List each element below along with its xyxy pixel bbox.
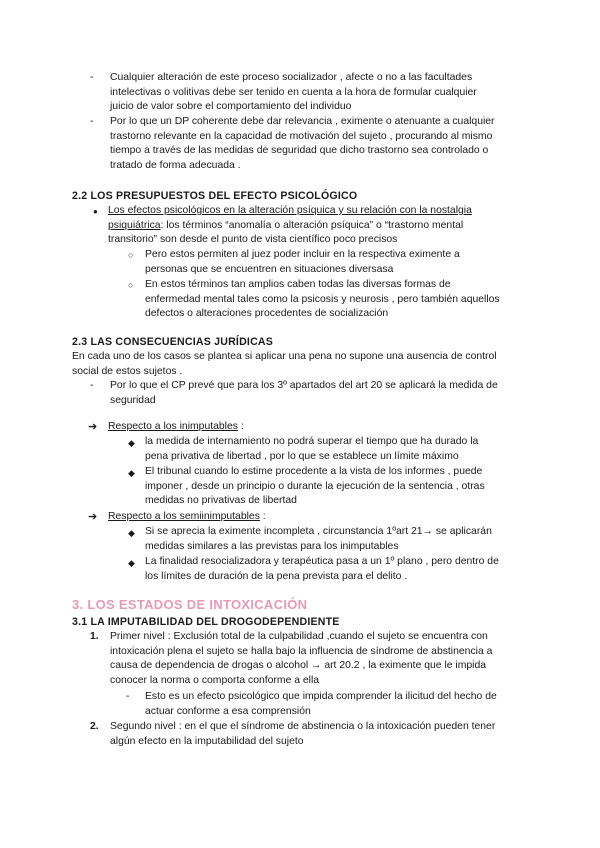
sub-bullet-2 — [145, 278, 515, 322]
diamond-marker: ◆ — [128, 528, 135, 538]
paragraph-dash-2 — [110, 115, 530, 173]
arrow-heading-semiinimputables — [108, 510, 508, 525]
text-line: algún efecto en la imputabilidad del sujeto — [110, 735, 304, 747]
diamond-item-1 — [145, 435, 525, 464]
text-span: : — [237, 421, 244, 432]
text-line: Pero estos permiten al juez poder incluir en la respectiva eximente a — [145, 249, 460, 260]
diamond-marker: ◆ — [128, 468, 135, 478]
diamond-item-4 — [145, 555, 525, 584]
paragraph — [72, 350, 532, 379]
text-span: : — [259, 511, 266, 522]
text-line: En cada uno de los casos se plantea si aplicar una pena no supone una ausencia de control — [72, 351, 497, 362]
underlined-text: Respecto a los inimputables — [108, 421, 238, 432]
text-line: actuar conforme a esa comprensión — [145, 705, 311, 717]
text-line: Por lo que un DP coherente debe dar relevancia , eximente o atenuante a cualquier — [110, 116, 495, 127]
paragraph-dash-1 — [110, 71, 530, 115]
heading-3-1: 3.1 LA IMPUTABILIDAD DEL DROGODEPENDIENTE — [72, 616, 340, 628]
text-line: personas que se encuentren en situaciones diversasa — [145, 263, 394, 275]
underlined-text: Los efectos psicológicos en la alteración psíquica y su relación con la nostalgia — [108, 205, 472, 216]
text-line: imponer , desde un principio o durante la ejecución de la sentencia , otras — [145, 480, 485, 492]
text-line: Primer nivel : Exclusión total de la culpabilidad ,cuando el sujeto se encuentra con — [110, 631, 488, 642]
text-line: la medida de internamiento no podrá superar el tiempo que ha durado la — [145, 436, 479, 447]
dash-marker: - — [90, 380, 94, 391]
text-line: Cualquier alteración de este proceso socializador , afecte o no a las facultades — [110, 72, 473, 83]
list-number: 2. — [90, 721, 99, 732]
text-line: causa de dependencia de drogas o alcohol → art 20.2 , la eximente que le impida — [110, 660, 487, 672]
text-line: social de estos sujetos . — [72, 365, 183, 377]
sub-dash-item — [145, 690, 515, 719]
text-line: enfermedad mental tales como la psicosis y neurosis , pero también aquellos — [145, 293, 500, 305]
text-line: tratado de forma adecuada . — [110, 159, 241, 171]
text-line: Por lo que el CP prevé que para los 3º apartados del art 20 se aplicará la medida de — [110, 380, 498, 391]
text-span: : los términos “anomalía o alteración psíquica” o “trastorno mental — [160, 219, 464, 231]
text-line: los límites de duración de la pena prevista para el delito . — [145, 570, 408, 582]
arrow-heading-inimputables — [108, 420, 508, 435]
bullet-paragraph — [108, 204, 518, 248]
text-line: intoxicación plena el sujeto se halla bajo la influencia de síndrome de abstinencia a — [110, 645, 493, 657]
text-line: seguridad — [110, 394, 156, 406]
sub-bullet-1 — [145, 248, 515, 277]
text-line: tiempo a través de las medidas de seguridad que dicho trastorno sea controlado o — [110, 145, 489, 157]
numbered-item-2 — [110, 720, 525, 749]
diamond-marker: ◆ — [128, 438, 135, 448]
text-line: medidas no privativas de libertad — [145, 495, 297, 507]
text-line: trastorno relevante en la capacidad de motivación del sujeto , procurando al mismo — [110, 130, 493, 142]
circle-marker: ○ — [128, 280, 134, 290]
circle-marker: ○ — [128, 250, 134, 260]
diamond-marker: ◆ — [128, 558, 135, 568]
dash-marker: - — [126, 691, 130, 702]
text-line: intelectivas o volitivas debe ser tenido en cuenta a la hora de formular cualquier — [110, 86, 477, 98]
diamond-item-3 — [145, 525, 525, 554]
arrow-marker: ➔ — [88, 511, 98, 523]
underlined-text: psiquiátrica — [108, 219, 161, 231]
heading-3: 3. LOS ESTADOS DE INTOXICACIÓN — [72, 597, 308, 612]
text-line: El tribunal cuando lo estime procedente a la vista de los informes , puede — [145, 466, 483, 477]
text-line: medidas similares a las previstas para los inimputables — [145, 540, 399, 552]
dash-marker: - — [90, 72, 94, 83]
paragraph-dash-3 — [110, 379, 530, 408]
text-line: defectos o alteraciones procedentes de socialización — [145, 308, 389, 320]
heading-2-2: 2.2 LOS PRESUPUESTOS DEL EFECTO PSICOLÓGICO — [72, 190, 358, 202]
heading-2-3: 2.3 LAS CONSECUENCIAS JURÍDICAS — [72, 336, 274, 348]
list-number: 1. — [90, 631, 99, 642]
text-line: transitorio” son desde el punto de vista científico poco precisos — [108, 234, 398, 246]
text-line: pena privativa de libertad , por lo que se establece un límite máximo — [145, 450, 459, 462]
text-line: La finalidad resocializadora y terapéutica pasa a un 1º plano , pero dentro de — [145, 556, 499, 567]
text-line: Esto es un efecto psicológico que impida comprender la ilicitud del hecho de — [145, 691, 497, 702]
text-line: En estos términos tan amplios caben todas las diversas formas de — [145, 279, 451, 290]
text-line: conocer la norma o comporta conforme a ella — [110, 674, 320, 686]
text-line: juicio de valor sobre el comportamiento del individuo — [110, 101, 352, 113]
numbered-item-1 — [110, 630, 525, 688]
text-line: Si se aprecia la eximente incompleta , circunstancia 1ºart 21→ se aplicarán — [145, 526, 492, 537]
arrow-marker: ➔ — [88, 421, 98, 433]
dash-marker: - — [90, 116, 94, 127]
text-line: Segundo nivel : en el que el síndrome de abstinencia o la intoxicación pueden tener — [110, 721, 496, 732]
underlined-text: Respecto a los semiinimputables — [108, 511, 260, 522]
bullet-marker: ● — [93, 207, 98, 216]
diamond-item-2 — [145, 465, 525, 509]
